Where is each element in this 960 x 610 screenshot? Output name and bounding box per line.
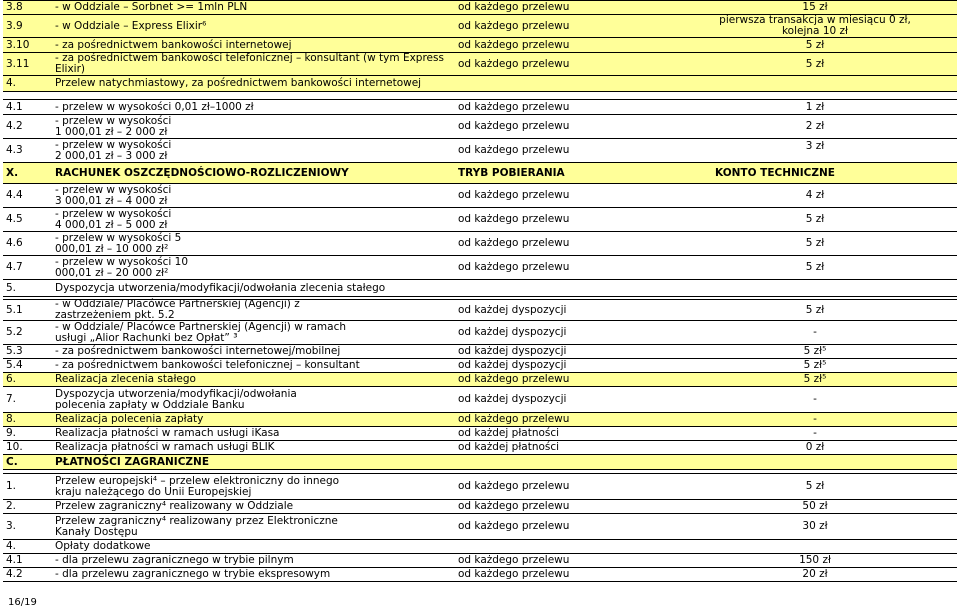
row-amount: KONTO TECHNICZNE	[715, 166, 835, 179]
row-number: 4.2	[6, 120, 23, 132]
row-amount: 2 zł	[805, 120, 825, 132]
row-fee-mode: od każdej dyspozycji	[458, 326, 567, 338]
row-description: - w Oddziale – Express Elixir⁶	[55, 19, 207, 32]
row-number: 4.5	[6, 213, 23, 225]
row-amount: 0 zł	[805, 441, 825, 453]
table-row	[3, 232, 957, 256]
row-number: 4.7	[6, 261, 23, 273]
row-description: - za pośrednictwem bankowości telefonicznej – konsultant	[55, 359, 360, 371]
row-number: 4.	[6, 77, 17, 89]
row-amount: -	[813, 413, 817, 425]
row-description: Dyspozycja utworzenia/modyfikacji/odwołania zlecenia stałego	[55, 281, 386, 294]
section-header-row	[3, 455, 957, 470]
row-description: - za pośrednictwem bankowości telefonicznej – konsultant (w tym Express Elixir)	[55, 52, 444, 75]
table-row	[3, 76, 957, 92]
row-number: 3.9	[6, 19, 23, 32]
row-description: - dla przelewu zagranicznego w trybie ekspresowym	[55, 568, 331, 580]
row-fee-mode: od każdej płatności	[458, 441, 560, 453]
row-amount: 5 zł	[805, 303, 825, 316]
row-number: 3.11	[6, 57, 30, 70]
row-description: - przelew w wysokości 10 000,01 zł – 20 000 zł²	[55, 255, 188, 279]
table-row	[3, 53, 957, 76]
row-amount: 15 zł	[802, 1, 828, 13]
row-fee-mode: od każdej dyspozycji	[458, 303, 567, 316]
row-amount: 5 zł	[805, 57, 825, 70]
row-description: - przelew w wysokości 1 000,01 zł – 2 000 zł	[55, 114, 172, 138]
table-row	[3, 514, 957, 540]
row-description: Przelew natychmiastowy, za pośrednictwem bankowości internetowej	[55, 77, 422, 89]
row-description: - przelew w wysokości 0,01 zł–1000 zł	[55, 100, 254, 113]
table-row	[3, 15, 957, 38]
row-fee-mode: od każdego przelewu	[458, 1, 570, 13]
row-number: 3.	[6, 520, 17, 532]
row-description: - przelew w wysokości 4 000,01 zł – 5 000 zł	[55, 207, 172, 231]
table-row	[3, 568, 957, 582]
row-description: - przelew w wysokości 2 000,01 zł – 3 000 zł	[55, 138, 172, 162]
row-number: 7.	[6, 393, 17, 405]
row-amount: 150 zł	[799, 554, 831, 566]
row-number: 5.4	[6, 359, 23, 371]
row-fee-mode: od każdego przelewu	[458, 568, 570, 580]
row-amount: -	[813, 393, 817, 405]
row-number: 4.6	[6, 237, 23, 249]
row-amount: 5 zł⁵	[803, 359, 827, 371]
row-number: 5.2	[6, 326, 23, 338]
page-number: 16/19	[8, 597, 37, 608]
table-row	[3, 554, 957, 568]
table-row	[3, 387, 957, 413]
table-row	[3, 139, 957, 163]
table-row	[3, 184, 957, 208]
row-description: Realizacja płatności w ramach usługi BLIK	[55, 441, 275, 453]
table-row	[3, 373, 957, 387]
row-fee-mode: od każdej dyspozycji	[458, 359, 567, 371]
row-description: - przelew w wysokości 5 000,01 zł – 10 000 zł²	[55, 231, 182, 255]
row-fee-mode: od każdego przelewu	[458, 38, 570, 51]
row-fee-mode: od każdego przelewu	[458, 261, 570, 273]
row-fee-mode: od każdego przelewu	[458, 500, 570, 512]
row-number: 5.	[6, 281, 17, 294]
table-row	[3, 208, 957, 232]
row-amount: 5 zł⁵	[803, 373, 827, 385]
table-row	[3, 474, 957, 500]
row-fee-mode: od każdej dyspozycji	[458, 345, 567, 357]
table-row	[3, 256, 957, 280]
row-number: 5.1	[6, 303, 23, 316]
row-amount: 5 zł	[805, 480, 825, 492]
table-row	[3, 413, 957, 427]
row-description: Przelew zagraniczny⁴ realizowany przez Elektroniczne Kanały Dostępu	[55, 514, 338, 538]
table-row	[3, 359, 957, 373]
row-number: 9.	[6, 427, 17, 439]
row-fee-mode: od każdego przelewu	[458, 120, 570, 132]
row-fee-mode: od każdego przelewu	[458, 520, 570, 532]
row-amount: 5 zł	[805, 261, 825, 273]
table-row	[3, 300, 957, 321]
row-number: 4.1	[6, 554, 23, 566]
row-fee-mode: od każdego przelewu	[458, 19, 570, 32]
row-fee-mode: od każdego przelewu	[458, 57, 570, 70]
row-fee-mode: od każdego przelewu	[458, 144, 570, 156]
row-number: 5.3	[6, 345, 23, 357]
row-amount: 4 zł	[805, 189, 825, 201]
row-description: RACHUNEK OSZCZĘDNOŚCIOWO-ROZLICZENIOWY	[55, 166, 349, 179]
row-fee-mode: od każdego przelewu	[458, 554, 570, 566]
row-number: 3.10	[6, 38, 30, 51]
row-description: - dla przelewu zagranicznego w trybie pilnym	[55, 554, 294, 566]
row-description: Realizacja zlecenia stałego	[55, 373, 196, 385]
row-description: PŁATNOŚCI ZAGRANICZNE	[55, 455, 209, 468]
table-row	[3, 0, 957, 15]
row-description: Opłaty dodatkowe	[55, 540, 151, 552]
row-amount: -	[813, 427, 817, 439]
row-amount: 5 zł⁵	[803, 345, 827, 357]
table-row	[3, 38, 957, 53]
row-amount: 1 zł	[805, 100, 825, 113]
row-number: 2.	[6, 500, 17, 512]
row-fee-mode: od każdego przelewu	[458, 100, 570, 113]
table-row	[3, 115, 957, 139]
row-fee-mode: od każdej płatności	[458, 427, 560, 439]
row-amount: 5 zł	[805, 213, 825, 225]
row-description: - w Oddziale/ Placówce Partnerskiej (Agencji) z zastrzeżeniem pkt. 5.2	[55, 298, 300, 321]
row-number: 1.	[6, 480, 17, 492]
row-fee-mode: od każdego przelewu	[458, 189, 570, 201]
row-amount: 3 zł	[805, 140, 825, 152]
row-fee-mode: od każdego przelewu	[458, 213, 570, 225]
table-row	[3, 280, 957, 297]
table-row	[3, 441, 957, 455]
amount-line-1: pierwsza transakcja w miesiącu 0 zł,	[719, 14, 911, 26]
row-amount: 30 zł	[802, 520, 828, 532]
spacer-row	[3, 92, 957, 100]
row-description: - w Oddziale/ Placówce Partnerskiej (Agencji) w ramach usługi „Alior Rachunki bez Opłat” ³	[55, 320, 347, 344]
row-number: 3.8	[6, 1, 23, 13]
row-number: 4.3	[6, 144, 23, 156]
row-number: 4.1	[6, 100, 23, 113]
table-row	[3, 500, 957, 514]
row-fee-mode: od każdego przelewu	[458, 480, 570, 492]
table-row	[3, 100, 957, 115]
row-number: 4.2	[6, 568, 23, 580]
row-amount	[675, 15, 955, 37]
row-fee-mode: od każdego przelewu	[458, 373, 570, 385]
row-fee-mode: od każdego przelewu	[458, 413, 570, 425]
row-fee-mode: TRYB POBIERANIA	[458, 166, 565, 179]
row-fee-mode: od każdego przelewu	[458, 237, 570, 249]
amount-line-2: kolejna 10 zł	[781, 25, 849, 37]
row-amount: 50 zł	[802, 500, 828, 512]
row-description: - za pośrednictwem bankowości internetowej	[55, 38, 292, 51]
table-row	[3, 345, 957, 359]
row-number: 6.	[6, 373, 17, 385]
row-amount: 5 zł	[805, 237, 825, 249]
row-description: - za pośrednictwem bankowości internetowej/mobilnej	[55, 345, 341, 357]
row-fee-mode: od każdej dyspozycji	[458, 393, 567, 405]
row-description: - przelew w wysokości 3 000,01 zł – 4 000 zł	[55, 183, 172, 207]
row-description: Dyspozycja utworzenia/modyfikacji/odwołania polecenia zapłaty w Oddziale Banku	[55, 387, 297, 411]
row-amount: 20 zł	[802, 568, 828, 580]
row-number: 10.	[6, 441, 23, 453]
row-number: X.	[6, 166, 19, 179]
row-number: C.	[6, 455, 18, 468]
row-amount: 5 zł	[805, 38, 825, 51]
section-header-row	[3, 163, 957, 184]
row-description: Przelew zagraniczny⁴ realizowany w Oddziale	[55, 500, 294, 512]
row-number: 8.	[6, 413, 17, 425]
table-row	[3, 321, 957, 345]
row-number: 4.4	[6, 189, 23, 201]
row-description: Realizacja polecenia zapłaty	[55, 413, 204, 425]
row-number: 4.	[6, 540, 17, 552]
table-row	[3, 540, 957, 554]
row-amount: -	[813, 326, 817, 338]
row-description: - w Oddziale – Sorbnet >= 1mln PLN	[55, 1, 248, 13]
row-description: Przelew europejski⁴ – przelew elektroniczny do innego kraju należącego do Unii Europejskiej	[55, 474, 340, 498]
row-description: Realizacja płatności w ramach usługi iKasa	[55, 427, 280, 439]
table-row	[3, 427, 957, 441]
